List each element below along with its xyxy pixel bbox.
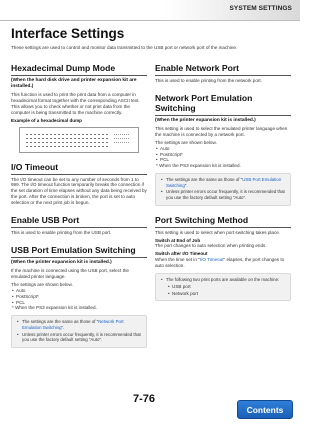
page-title: Interface Settings [11, 26, 125, 41]
note-item [22, 319, 142, 330]
switch-after-timeout-label: Switch after I/O Timeout [155, 251, 208, 257]
body-text: " elapses, the port changes to auto selection. [155, 257, 285, 269]
network-emulation-heading: Network Port Emulation Switching [155, 93, 291, 116]
ascii-row [114, 134, 130, 135]
link-io-timeout[interactable]: I/O Timeout [199, 257, 224, 263]
network-emulation-options [155, 146, 291, 164]
header-band [0, 0, 300, 21]
hex-dump-condition: (When the hard disk drive and printer expansion kit are installed.) [11, 78, 137, 89]
usb-emulation-options [11, 288, 147, 306]
hex-row [26, 138, 110, 139]
note-text: The settings are the same as those of " [166, 177, 243, 183]
hex-row [26, 146, 110, 147]
contents-button[interactable]: Contents [237, 400, 293, 419]
usb-emulation-footnote: * When the PS3 expansion kit is installed. [12, 305, 97, 311]
link-network-port-emulation[interactable]: Network Port Emulation Switching [22, 319, 124, 330]
switch-end-of-job-body: The port changes to auto selection when printing ends. [155, 243, 267, 249]
network-emulation-condition: (When the printer expansion kit is installed.) [155, 117, 256, 123]
note-text: ". [184, 182, 188, 188]
enable-network-heading: Enable Network Port [155, 63, 291, 76]
list-item: • Auto [160, 146, 291, 152]
ascii-row [114, 138, 130, 139]
list-item: • Network port [172, 291, 286, 297]
page-number: 7-76 [133, 393, 156, 405]
link-usb-port-emulation[interactable]: USB Port Emulation Switching [166, 177, 282, 188]
right-column [155, 63, 291, 301]
left-column [11, 63, 147, 348]
usb-emulation-note-box [11, 315, 147, 347]
ascii-row [114, 142, 130, 143]
port-switching-body: This setting is used to select when port switching takes place. [155, 229, 281, 235]
note-item: • The following two print ports are available on the machine: [166, 277, 286, 283]
body-text: When the time set in " [155, 257, 200, 263]
hex-dump-heading: Hexadecimal Dump Mode [11, 63, 147, 76]
enable-usb-body: This is used to enable printing from the USB port. [11, 230, 112, 236]
list-item: • USB port [172, 284, 286, 290]
network-emulation-settings-lead: The settings are shown below. [155, 139, 217, 145]
usb-emulation-heading: USB Port Emulation Switching [11, 245, 147, 258]
io-timeout-heading: I/O Timeout [11, 162, 147, 175]
port-switching-note-box [155, 273, 291, 301]
network-emulation-note-box [155, 173, 291, 205]
hex-dump-example-image [19, 127, 139, 153]
network-emulation-body: This setting is used to select the emulated printer language when the machine is connected by a network port. [155, 125, 288, 137]
hex-dump-body: This function is used to print the print data from a computer in hexadecimal format together with the corresponding ASCII text. This allows you to check whether or not print data from the computer is being transmitted to the machine correctly. [11, 92, 140, 115]
list-item: • PCL [160, 157, 291, 163]
usb-emulation-condition: (When the printer expansion kit is installed.) [11, 259, 112, 265]
usb-emulation-settings-lead: The settings are shown below. [11, 281, 73, 287]
hex-dump-example-label: Example of a hexadecimal dump [11, 117, 82, 123]
io-timeout-body: The I/O timeout can be set to any number of seconds from 1 to 999. The I/O timeout function temporarily breaks the connection if the set duration of time elapses without any data being received by the port. After the connection is broken, the port is set to auto selection or the next print job is begun. [11, 176, 147, 206]
switch-after-timeout-body [155, 257, 291, 269]
page-intro: These settings are used to control and monitor data transmitted to the USB port or network port of the machine. [11, 45, 238, 50]
note-item [166, 177, 286, 188]
enable-network-body: This is used to enable printing from the network port. [155, 78, 262, 83]
port-switching-heading: Port Switching Method [155, 215, 291, 228]
note-item: • Unless printer errors occur frequently, it is recommended that you use the factory default setting "Auto". [22, 332, 142, 343]
enable-usb-heading: Enable USB Port [11, 215, 147, 228]
list-item: • PCL [16, 300, 147, 306]
note-item: • Unless printer errors occur frequently, it is recommended that you use the factory default setting "Auto". [166, 189, 286, 200]
hex-row [26, 134, 110, 135]
usb-emulation-body: If the machine is connected using the USB port, select the emulated printer language. [11, 267, 129, 279]
chapter-title: SYSTEM SETTINGS [229, 5, 292, 12]
list-item: • PostScript* [16, 294, 147, 300]
network-emulation-footnote: * When the PS3 expansion kit is installed. [156, 163, 241, 169]
note-text: ". [61, 324, 65, 330]
switch-end-of-job-label: Switch at End of Job [155, 237, 201, 243]
note-text: The settings are the same as those of " [22, 319, 99, 325]
list-item: • Auto [16, 288, 147, 294]
list-item: • PostScript* [160, 152, 291, 158]
hex-row [26, 142, 110, 143]
